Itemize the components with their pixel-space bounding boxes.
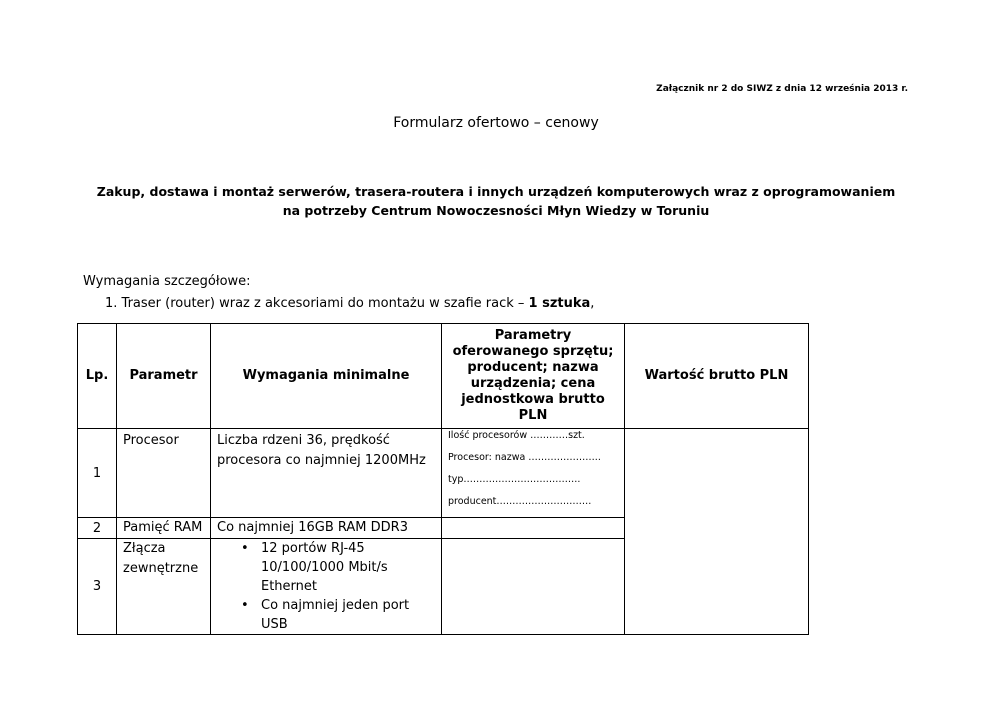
offer-line: Ilość procesorów …………szt. (448, 430, 585, 441)
row-requirement (211, 539, 442, 635)
header-offered: Parametry oferowanego sprzętu; producent; nazwa urządzenia; cena jednostkowa brutto PLN (442, 324, 625, 429)
bullet-icon: • (241, 598, 249, 613)
item-text: Traser (router) wraz z akcesoriami do montażu w szafie rack – (121, 296, 529, 311)
subject-line-1: Zakup, dostawa i montaż serwerów, trasera-routera i innych urządzeń komputerowych wraz z oprogramowaniem (96, 184, 896, 199)
row-param: Procesor (117, 429, 211, 518)
row-offer-fields (442, 539, 625, 635)
offer-line: Procesor: nazwa ………………….. (448, 452, 601, 463)
bullet-icon: • (241, 541, 249, 556)
row-requirement: Liczba rdzeni 36, prędkość procesora co najmniej 1200MHz (211, 429, 442, 518)
item-suffix: , (590, 296, 595, 311)
requirements-heading: Wymagania szczegółowe: (83, 274, 251, 289)
form-title: Formularz ofertowo – cenowy (393, 115, 599, 131)
item-quantity: 1 sztuka (528, 296, 591, 311)
table-row (78, 429, 809, 518)
bullet-item: • 12 portów RJ-45 10/100/1000 Mbit/s Ethernet (241, 541, 388, 594)
attachment-label: Załącznik nr 2 do SIWZ z dnia 12 września 2013 r. (656, 84, 908, 94)
row-offer-fields (442, 518, 625, 539)
row-param: Pamięć RAM (117, 518, 211, 539)
header-lp: Lp. (78, 324, 117, 429)
header-min-req: Wymagania minimalne (211, 324, 442, 429)
row-offer-fields (442, 429, 625, 518)
requirement-item (105, 296, 594, 311)
subject-line-2: na potrzeby Centrum Nowoczesności Młyn Wiedzy w Toruniu (282, 203, 710, 218)
subject-title (0, 182, 992, 220)
row-lp: 2 (78, 518, 117, 539)
row-requirement: Co najmniej 16GB RAM DDR3 (211, 518, 442, 539)
header-param: Parametr (117, 324, 211, 429)
row-lp: 3 (78, 539, 117, 635)
row-param: Złącza zewnętrzne (117, 539, 211, 635)
item-number: 1. (105, 296, 118, 311)
offer-line: producent………………………… (448, 496, 592, 507)
offer-line: typ………………………………. (448, 474, 581, 485)
requirement-bullets (217, 539, 435, 634)
header-value: Wartość brutto PLN (625, 324, 809, 429)
bullet-item: • Co najmniej jeden port USB (241, 598, 410, 632)
row-lp: 1 (78, 429, 117, 518)
spec-table (77, 323, 809, 635)
table-header-row (78, 324, 809, 429)
value-cell (625, 429, 809, 635)
